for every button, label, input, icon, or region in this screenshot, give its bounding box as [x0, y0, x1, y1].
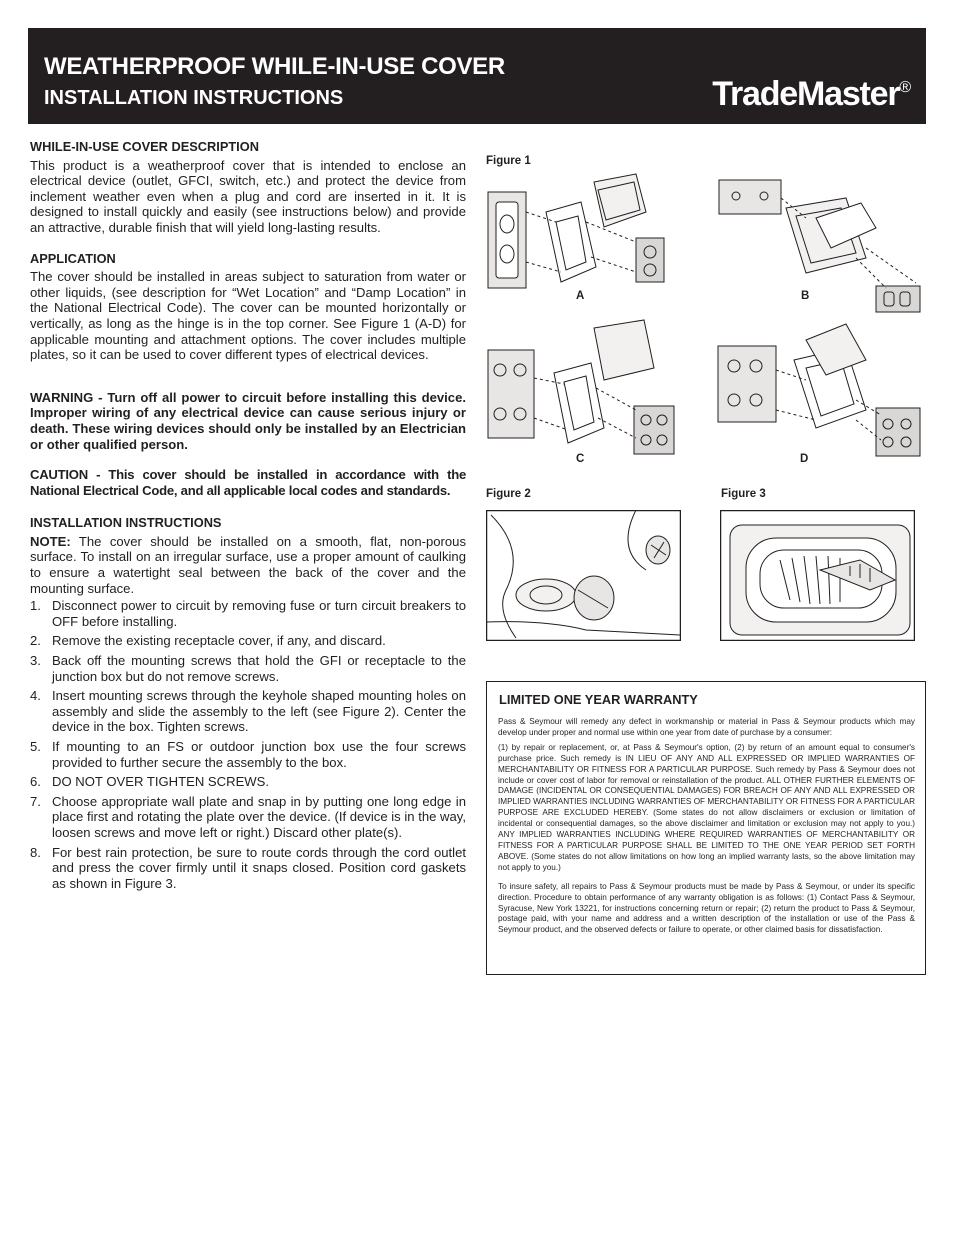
step-text: Insert mounting screws through the keyhole shaped mounting holes on assembly and slide the assembly to the left (see Figure 2). Center the device in the box. Tighten screws.	[52, 688, 466, 735]
step-text: DO NOT OVER TIGHTEN SCREWS.	[52, 774, 270, 790]
application-section	[30, 251, 466, 363]
description-text: This product is a weatherproof cover that is intended to enclose an electrical device (outlet, GFCI, switch, etc.) and protect the device from inclement weather even when a plug and cord are inserted in it. It is designed to install quickly and easily (see instructions below) and provide an attractive, durable finish that will yield long-lasting results.	[30, 157, 466, 235]
installation-heading: INSTALLATION INSTRUCTIONS	[30, 515, 222, 531]
warranty-box	[486, 681, 926, 975]
header-banner	[28, 28, 926, 124]
caution-text: CAUTION - This cover should be installed in accordance with the National Electrical Code, and all applicable local codes and standards.	[30, 467, 466, 498]
warning-text: WARNING - Turn off all power to circuit before installing this device. Improper wiring of any electrical device can cause serious injury or death. These wiring devices should only be installed by an Electrician or other qualified person.	[30, 389, 466, 452]
figure1a-illustration	[486, 172, 686, 290]
installation-steps	[30, 598, 466, 891]
list-item	[30, 688, 466, 735]
figure1b-illustration	[716, 178, 928, 314]
caution-section	[30, 467, 466, 498]
description-heading: WHILE-IN-USE COVER DESCRIPTION	[30, 139, 259, 154]
step-number: 2.	[30, 633, 41, 649]
list-item	[30, 653, 466, 684]
list-item	[30, 598, 466, 629]
figure2-illustration	[486, 510, 681, 641]
application-heading: APPLICATION	[30, 250, 116, 266]
figure1d-label: D	[800, 453, 809, 465]
figure1b-label: B	[801, 290, 810, 302]
brand-logo	[712, 75, 910, 114]
figure1-label: Figure 1	[486, 155, 531, 167]
application-text: The cover should be installed in areas subject to saturation from water or other liquids, (see description for “Wet Location” and “Damp Location” in the National Electrical Code). The cover can be mounted horizontally or vertically, as long as the hinge is in the top corner. See Figure 1 (A-D) for applicable mounting and attachment options. The cover includes multiple plates, so it can be used to cover different types of electrical devices.	[30, 269, 466, 363]
figure2-label: Figure 2	[486, 488, 531, 500]
step-text: Disconnect power to circuit by removing fuse or turn circuit breakers to OFF before installing.	[52, 598, 466, 629]
note-label: NOTE:	[30, 533, 71, 549]
figure1d-illustration	[716, 320, 928, 460]
step-number: 5.	[30, 739, 41, 754]
warning-section	[30, 390, 466, 452]
warranty-paragraph: To insure safety, all repairs to Pass & Seymour products must be made by Pass & Seymour, or under its specific direction. Procedure to obtain performance of any warranty obligation is as follows: (1) Contact Pass & Seymour, Syracuse, New York 13221, for instructions concerning return or repair; (2) return the product to Pass & Seymour, postage paid, with your name and address and a written description of the installation or use of the Pass & Seymour product, and the observed defects or failure to operate, or other claimed basis for dissatisfaction.	[498, 881, 915, 935]
warranty-paragraph: Pass & Seymour will remedy any defect in workmanship or material in Pass & Seymour products which may develop under proper and normal use within one year from date of purchase by a consumer:	[498, 717, 915, 737]
note-text: The cover should be installed on a smooth, flat, non-porous surface. To install on an irregular surface, use a proper amount of caulking to ensure a watertight seal between the back of the cover and the mounting surface.	[30, 533, 466, 596]
warranty-paragraph: (1) by repair or replacement, or, at Pass & Seymour's option, (2) by return of an amount equal to consumer's purchase price. Such remedy is IN LIEU OF ANY AND ALL EXPRESSED OR IMPLIED WARRANTIES OF MERCHANTABILITY OR FITNESS FOR A PARTICULAR PURPOSE. Such remedy by Pass & Seymour does not include or cover cost of labor for removal or reinstallation of the product. ALL OTHER FURTHER ELEMENTS OF DAMAGE (INCIDENTAL OR CONSEQUENTIAL DAMAGES) FOR BREACH OF ANY AND ALL EXPRESSED OR IMPLIED WARRANTIES INCLUDING WARRANTIES OF MERCHANTABILITY OR FITNESS FOR A PARTICULAR PURPOSE ARE EXCLUDED HEREBY. (Some states do not allow disclaimers or exclusion or limitation of incidental or consequential damages, so the above disclaimer and limitation or exclusion may not apply to you.) ANY IMPLIED WARRANTIES INCLUDING WHERE REQUIRED WARRANTIES OF MERCHANTABILITY OR FITNESS FOR A PARTICULAR PURPOSE SHALL BE LIMITED TO THE ONE YEAR PERIOD SET FORTH ABOVE. (Some states do not allow limitations on how long an implied warranty lasts, so the above limitation may not apply to you.)	[498, 742, 915, 872]
list-item	[30, 633, 466, 649]
figure1c-illustration	[486, 318, 682, 458]
list-item	[30, 845, 466, 892]
description-section	[30, 139, 466, 236]
document-subtitle: INSTALLATION INSTRUCTIONS	[44, 87, 344, 109]
list-item	[30, 794, 466, 841]
warranty-body	[498, 717, 915, 940]
figure1c-label: C	[576, 453, 585, 465]
figure1a-label: A	[576, 290, 585, 302]
brand-name: TradeMaster	[712, 75, 900, 113]
document-title: WEATHERPROOF WHILE-IN-USE COVER	[44, 53, 505, 80]
installation-note	[30, 534, 466, 596]
step-number: 1.	[30, 598, 41, 614]
step-number: 6.	[30, 774, 41, 790]
warranty-heading: LIMITED ONE YEAR WARRANTY	[499, 692, 698, 707]
step-text: For best rain protection, be sure to route cords through the cord outlet and press the cover firmly until it snaps closed. Position cord gaskets as shown in Figure 3.	[52, 844, 466, 891]
figure3-label: Figure 3	[721, 488, 766, 500]
installation-section	[30, 515, 466, 891]
step-number: 8.	[30, 844, 41, 860]
list-item	[30, 739, 466, 770]
step-text: Back off the mounting screws that hold the GFI or receptacle to the junction box but do not remove screws.	[52, 653, 466, 684]
instructions-column	[30, 139, 466, 895]
step-text: If mounting to an FS or outdoor junction box use the four screws provided to further secure the assembly to the box.	[52, 739, 466, 770]
step-text: Remove the existing receptacle cover, if any, and discard.	[52, 633, 386, 649]
step-text: Choose appropriate wall plate and snap in by putting one long edge in place first and rotating the plate over the device. (If device is in the way, loosen screws and move left or right.) Discard other plate(s).	[52, 793, 466, 840]
step-number: 7.	[30, 793, 41, 809]
figure3-illustration	[720, 510, 915, 641]
registered-mark: ®	[899, 79, 910, 96]
step-number: 4.	[30, 688, 41, 704]
step-number: 3.	[30, 653, 41, 669]
list-item	[30, 774, 466, 790]
